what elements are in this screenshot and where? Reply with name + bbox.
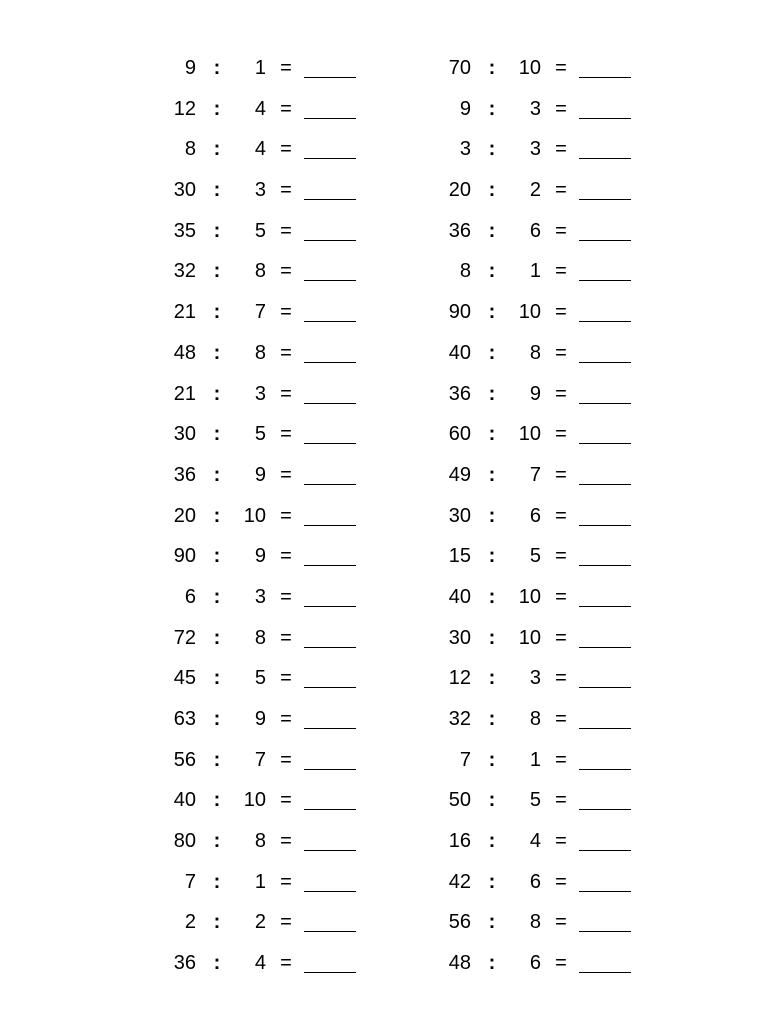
divisor: 7 [529,463,541,486]
divisor: 9 [529,382,541,405]
dividend: 3 [459,138,471,161]
equals-sign: = [555,57,567,79]
answer-blank [304,769,356,770]
divisor: 4 [254,952,266,975]
dividend: 32 [448,708,471,730]
equals-sign: = [555,179,567,202]
dividend: 9 [184,57,196,79]
equals-sign: = [555,341,567,364]
problem-row [415,658,655,699]
division-sign: : [213,585,221,608]
divisor: 8 [254,626,266,649]
problem-row [140,699,380,740]
dividend: 21 [173,301,196,324]
division-sign: : [213,260,221,283]
dividend: 40 [448,341,471,364]
answer-blank [304,118,356,119]
equals-sign: = [555,667,567,690]
answer-blank [304,280,356,281]
answer-blank [304,484,356,485]
problem-row [140,129,380,170]
problem-row [415,821,655,862]
problem-row [415,374,655,415]
problem-row [415,536,655,577]
equals-sign: = [555,504,567,527]
dividend: 50 [448,789,471,812]
answer-blank [304,321,356,322]
dividend: 16 [448,830,471,853]
divisor: 10 [243,789,266,812]
problem-row [415,129,655,170]
dividend: 48 [173,341,196,364]
dividend: 35 [173,219,196,242]
dividend: 7 [184,870,196,893]
dividend: 32 [173,260,196,283]
dividend: 36 [173,952,196,975]
dividend: 20 [448,179,471,202]
divisor: 1 [529,260,541,283]
equals-sign: = [280,911,292,934]
dividend: 70 [448,57,471,79]
divisor: 3 [529,667,541,690]
division-sign: : [488,748,496,771]
divisor: 7 [254,301,266,324]
division-sign: : [488,138,496,161]
divisor: 10 [243,504,266,527]
equals-sign: = [280,504,292,527]
equals-sign: = [555,911,567,934]
problem-row [415,292,655,333]
dividend: 9 [459,97,471,120]
divisor: 9 [254,463,266,486]
divisor: 6 [529,219,541,242]
equals-sign: = [555,830,567,853]
dividend: 56 [448,911,471,934]
division-sign: : [213,870,221,893]
division-sign: : [213,545,221,568]
division-sign: : [213,952,221,975]
answer-blank [304,850,356,851]
divisor: 10 [518,57,541,79]
equals-sign: = [555,382,567,405]
divisor: 3 [254,382,266,405]
answer-blank [304,565,356,566]
answer-blank [304,158,356,159]
divisor: 8 [529,708,541,730]
problem-row [140,658,380,699]
problem-row [415,618,655,659]
problem-row [140,251,380,292]
division-sign: : [213,830,221,853]
divisor: 1 [254,57,266,79]
division-sign: : [213,57,221,79]
problem-row [140,821,380,862]
answer-blank [579,199,631,200]
dividend: 36 [448,219,471,242]
equals-sign: = [555,138,567,161]
divisor: 5 [254,423,266,446]
dividend: 56 [173,748,196,771]
equals-sign: = [280,97,292,120]
dividend: 36 [173,463,196,486]
division-sign: : [488,504,496,527]
problem-row [415,780,655,821]
divisor: 3 [254,179,266,202]
answer-blank [579,321,631,322]
problem-row [140,89,380,130]
equals-sign: = [555,219,567,242]
answer-blank [579,484,631,485]
answer-blank [579,850,631,851]
problem-row [415,251,655,292]
equals-sign: = [280,138,292,161]
equals-sign: = [280,382,292,405]
equals-sign: = [280,463,292,486]
equals-sign: = [280,57,292,79]
answer-blank [304,972,356,973]
problem-row [140,902,380,943]
equals-sign: = [555,626,567,649]
answer-blank [579,769,631,770]
division-sign: : [488,585,496,608]
answer-blank [579,647,631,648]
dividend: 30 [448,504,471,527]
division-sign: : [488,952,496,975]
divisor: 4 [254,97,266,120]
problem-row [140,618,380,659]
divisor: 9 [254,545,266,568]
answer-blank [304,240,356,241]
problem-row [140,414,380,455]
problem-row [140,170,380,211]
divisor: 5 [529,545,541,568]
equals-sign: = [555,301,567,324]
divisor: 7 [254,748,266,771]
division-sign: : [488,545,496,568]
problem-row [415,740,655,781]
problem-row [140,536,380,577]
answer-blank [304,687,356,688]
problem-row [140,374,380,415]
answer-blank [579,606,631,607]
divisor: 5 [529,789,541,812]
divisor: 8 [529,911,541,934]
dividend: 90 [448,301,471,324]
division-sign: : [488,626,496,649]
division-sign: : [213,219,221,242]
problem-row [140,740,380,781]
dividend: 48 [448,952,471,975]
division-sign: : [488,97,496,120]
answer-blank [579,158,631,159]
division-sign: : [488,708,496,730]
answer-blank [579,728,631,729]
problem-row [140,211,380,252]
problem-row [415,862,655,903]
dividend: 72 [173,626,196,649]
dividend: 36 [448,382,471,405]
dividend: 15 [448,545,471,568]
divisor: 10 [518,626,541,649]
division-sign: : [488,260,496,283]
dividend: 30 [173,179,196,202]
dividend: 20 [173,504,196,527]
division-sign: : [213,301,221,324]
dividend: 12 [448,667,471,690]
answer-blank [579,525,631,526]
answer-blank [579,403,631,404]
division-sign: : [213,789,221,812]
dividend: 30 [173,423,196,446]
answer-blank [579,240,631,241]
division-sign: : [213,382,221,405]
dividend: 8 [459,260,471,283]
answer-blank [304,891,356,892]
equals-sign: = [555,789,567,812]
dividend: 60 [448,423,471,446]
equals-sign: = [280,423,292,446]
dividend: 80 [173,830,196,853]
problem-row [415,333,655,374]
division-sign: : [488,341,496,364]
answer-blank [304,403,356,404]
dividend: 8 [184,138,196,161]
division-sign: : [488,830,496,853]
answer-blank [579,362,631,363]
divisor: 10 [518,301,541,324]
equals-sign: = [280,667,292,690]
equals-sign: = [280,748,292,771]
equals-sign: = [555,952,567,975]
divisor: 1 [254,870,266,893]
equals-sign: = [280,179,292,202]
equals-sign: = [280,626,292,649]
problem-row [415,170,655,211]
division-sign: : [213,504,221,527]
divisor: 2 [529,179,541,202]
divisor: 8 [529,341,541,364]
equals-sign: = [555,97,567,120]
answer-blank [304,809,356,810]
division-sign: : [213,911,221,934]
divisor: 4 [529,830,541,853]
division-sign: : [213,97,221,120]
division-sign: : [488,870,496,893]
left-problem-column [140,48,380,984]
divisor: 3 [529,138,541,161]
divisor: 1 [529,748,541,771]
divisor: 5 [254,667,266,690]
divisor: 3 [529,97,541,120]
division-sign: : [213,667,221,690]
division-sign: : [213,179,221,202]
problem-row [415,48,655,89]
dividend: 2 [184,911,196,934]
answer-blank [579,809,631,810]
division-sign: : [488,789,496,812]
problem-row [140,455,380,496]
problem-row [140,292,380,333]
problem-row [140,496,380,537]
answer-blank [579,77,631,78]
equals-sign: = [280,219,292,242]
problem-row [140,48,380,89]
dividend: 40 [173,789,196,812]
equals-sign: = [555,585,567,608]
answer-blank [579,443,631,444]
divisor: 4 [254,138,266,161]
answer-blank [304,647,356,648]
equals-sign: = [280,870,292,893]
dividend: 12 [173,97,196,120]
equals-sign: = [280,260,292,283]
division-sign: : [213,423,221,446]
division-sign: : [488,911,496,934]
answer-blank [579,118,631,119]
answer-blank [579,891,631,892]
problem-row [140,862,380,903]
division-sign: : [488,382,496,405]
division-sign: : [488,301,496,324]
problem-row [415,943,655,984]
answer-blank [304,362,356,363]
division-sign: : [488,57,496,79]
division-sign: : [488,219,496,242]
answer-blank [304,728,356,729]
problem-row [415,211,655,252]
dividend: 90 [173,545,196,568]
answer-blank [579,280,631,281]
equals-sign: = [555,748,567,771]
divisor: 9 [254,708,266,730]
problem-row [415,699,655,740]
divisor: 8 [254,341,266,364]
answer-blank [579,931,631,932]
dividend: 21 [173,382,196,405]
answer-blank [304,606,356,607]
answer-blank [579,972,631,973]
problem-row [415,577,655,618]
division-sign: : [213,708,221,730]
equals-sign: = [555,870,567,893]
equals-sign: = [280,952,292,975]
dividend: 45 [173,667,196,690]
divisor: 3 [254,585,266,608]
division-sign: : [213,748,221,771]
divisor: 8 [254,260,266,283]
equals-sign: = [280,585,292,608]
divisor: 10 [518,585,541,608]
dividend: 49 [448,463,471,486]
equals-sign: = [280,301,292,324]
division-sign: : [213,341,221,364]
answer-blank [304,77,356,78]
equals-sign: = [555,423,567,446]
division-sign: : [488,463,496,486]
divisor: 6 [529,504,541,527]
dividend: 40 [448,585,471,608]
division-sign: : [488,667,496,690]
dividend: 6 [184,585,196,608]
right-problem-column [415,48,655,984]
problem-row [140,577,380,618]
divisor: 8 [254,830,266,853]
answer-blank [579,687,631,688]
dividend: 7 [459,748,471,771]
answer-blank [579,565,631,566]
divisor: 6 [529,952,541,975]
division-sign: : [213,626,221,649]
division-sign: : [213,463,221,486]
division-sign: : [488,179,496,202]
problem-row [415,414,655,455]
problem-row [415,496,655,537]
dividend: 30 [448,626,471,649]
answer-blank [304,443,356,444]
equals-sign: = [555,708,567,730]
equals-sign: = [555,545,567,568]
divisor: 6 [529,870,541,893]
division-sign: : [213,138,221,161]
equals-sign: = [280,830,292,853]
problem-row [140,333,380,374]
dividend: 63 [173,708,196,730]
dividend: 42 [448,870,471,893]
equals-sign: = [555,260,567,283]
equals-sign: = [280,789,292,812]
problem-row [140,943,380,984]
division-sign: : [488,423,496,446]
problem-row [415,89,655,130]
answer-blank [304,525,356,526]
problem-row [415,902,655,943]
equals-sign: = [280,341,292,364]
equals-sign: = [280,545,292,568]
problem-row [140,780,380,821]
divisor: 5 [254,219,266,242]
equals-sign: = [555,463,567,486]
equals-sign: = [280,708,292,730]
problem-row [415,455,655,496]
answer-blank [304,931,356,932]
divisor: 10 [518,423,541,446]
divisor: 2 [254,911,266,934]
answer-blank [304,199,356,200]
